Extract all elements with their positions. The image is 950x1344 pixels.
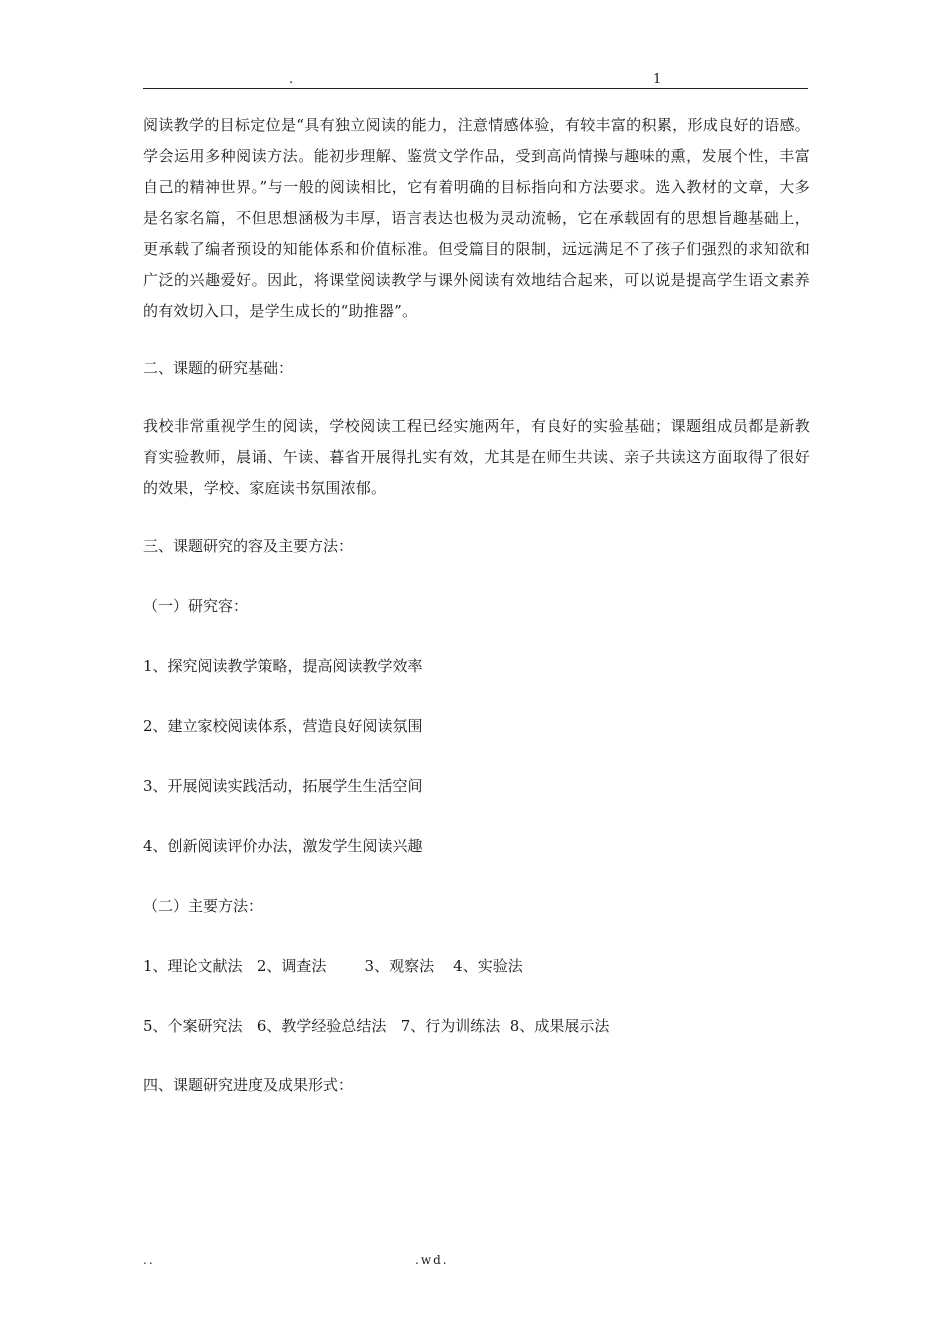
methods-line-1: 1、理论文献法 2、调查法 3、观察法 4、实验法 xyxy=(143,957,523,975)
document-body xyxy=(143,110,810,1101)
page-header xyxy=(143,70,808,89)
header-dot: . xyxy=(289,72,294,87)
content-item-1: 1、探究阅读教学策略，提高阅读教学效率 xyxy=(143,657,423,675)
methods-line-2: 5、个案研究法 6、教学经验总结法 7、行为训练法 8、成果展示法 xyxy=(143,1017,610,1035)
intro-paragraph: 阅读教学的目标定位是“具有独立阅读的能力，注意情感体验，有较丰富的积累，形成良好的语感。学会运用多种阅读方法。能初步理解、鉴赏文学作品，受到高尚情操与趣味的熏，发展个性，丰富自己的精神世界。”与一般的阅读相比，它有着明确的目标指向和方法要求。选入教材的文章，大多是名家名篇，不但思想涵极为丰厚，语言表达也极为灵动流畅，它在承载固有的思想旨趣基础上，更承载了编者预设的知能体系和价值标准。但受篇目的限制，远远满足不了孩子们强烈的求知欲和广泛的兴趣爱好。因此，将课堂阅读教学与课外阅读有效地结合起来，可以说是提高学生语文素养的有效切入口，是学生成长的“助推器”。 xyxy=(143,116,810,320)
content-item-4: 4、创新阅读评价办法，激发学生阅读兴趣 xyxy=(143,837,423,855)
content-item-2: 2、建立家校阅读体系，营造良好阅读氛围 xyxy=(143,717,423,735)
page-number: 1 xyxy=(653,72,662,87)
footer-left: .. xyxy=(143,1253,155,1267)
section-3-subheading-methods: （二）主要方法： xyxy=(143,897,264,915)
section-3-heading: 三、课题研究的容及主要方法： xyxy=(143,537,354,555)
section-2-heading: 二、课题的研究基础： xyxy=(143,359,294,377)
content-item-3: 3、开展阅读实践活动，拓展学生生活空间 xyxy=(143,777,423,795)
section-2-paragraph: 我校非常重视学生的阅读，学校阅读工程已经实施两年，有良好的实验基础；课题组成员都是新教育实验教师，晨诵、午读、暮省开展得扎实有效，尤其是在师生共读、亲子共读这方面取得了很好的效果，学校、家庭读书氛围浓郁。 xyxy=(143,417,810,497)
section-4-heading: 四、课题研究进度及成果形式： xyxy=(143,1076,354,1094)
footer-center: .wd. xyxy=(415,1253,449,1267)
section-3-subheading-content: （一）研究容： xyxy=(143,597,249,615)
